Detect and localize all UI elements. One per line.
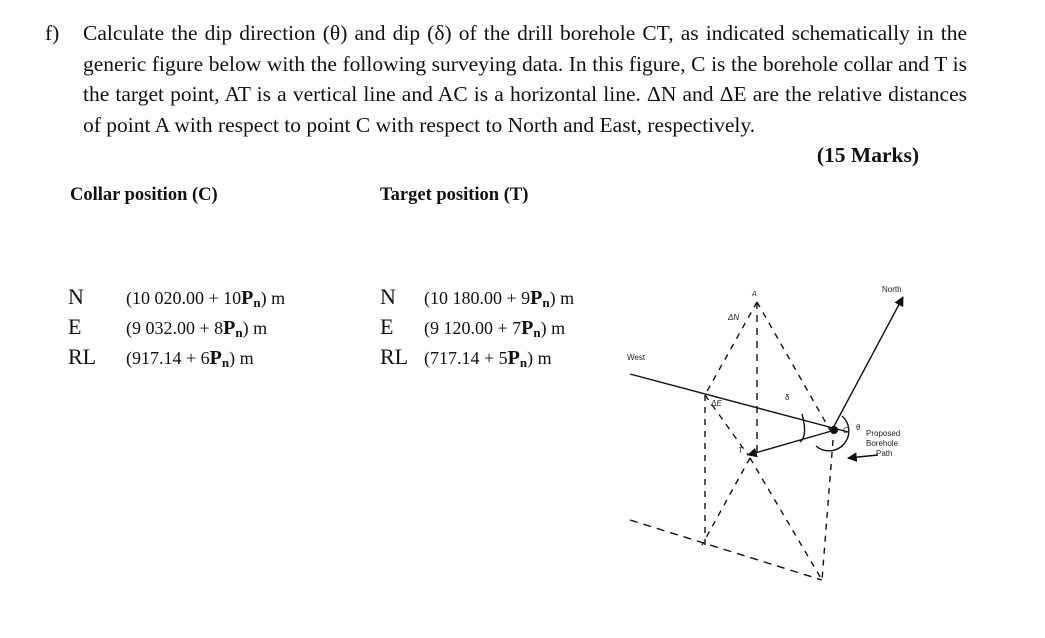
delta-label: δ (785, 393, 790, 402)
collar-heading: Collar position (C) (70, 185, 218, 205)
target-heading: Target position (T) (380, 185, 529, 205)
theta-label: θ (856, 423, 861, 432)
collar-row-e: E (9 $032.00 + 8P_n$) m (68, 314, 268, 340)
dip-arc (800, 414, 805, 442)
collar-point (830, 426, 838, 434)
borehole-ct (748, 430, 835, 455)
proposed-path-arrow (848, 455, 878, 458)
path-label: Path (876, 449, 893, 458)
line-t-lower-right (750, 458, 822, 580)
problem-text: Calculate the dip direction (θ) and dip (δ) of the drill borehole CT, as indicated schematically in the generic figure below with the following surveying data. In this figure, C is the borehole collar and T is the target point, AT is a vertical line and AC is a horizontal line. ΔN and ΔE are the relative distances of point A with respect to point C with respect to North and East, respectively. (83, 21, 967, 137)
line-c-vertical (822, 440, 833, 580)
a-label: A (752, 291, 757, 298)
problem-marks: (15 Marks) (816, 143, 919, 167)
north-label: North (882, 285, 902, 294)
collar-row-rl: RL $(917.14 + 6P_n)$ m (68, 344, 254, 370)
collar-row-n: N (10 $020.00 + 10P_n$) m (68, 284, 286, 310)
line-t-lower-left (702, 458, 750, 545)
target-row-rl: RL $(717.14 + 5P_n)$ m (380, 344, 552, 370)
proposed-label: Proposed (866, 429, 901, 438)
borehole-label: Borehole (866, 439, 899, 448)
north-arrow (832, 297, 903, 430)
line-bottom (630, 520, 822, 580)
target-row-n: N (10 $180.00 + 9P_n$) m (380, 284, 575, 310)
t-label: T (738, 446, 743, 455)
dn-label: ΔN (728, 313, 740, 322)
problem-number: f) (45, 21, 60, 45)
target-row-e: E (9 $120.00 + 7P_n$) m (380, 314, 566, 340)
line-west-ac (630, 374, 848, 432)
c-label: C (843, 426, 849, 435)
west-label: West (627, 353, 646, 362)
de-label: ΔE (711, 399, 722, 408)
